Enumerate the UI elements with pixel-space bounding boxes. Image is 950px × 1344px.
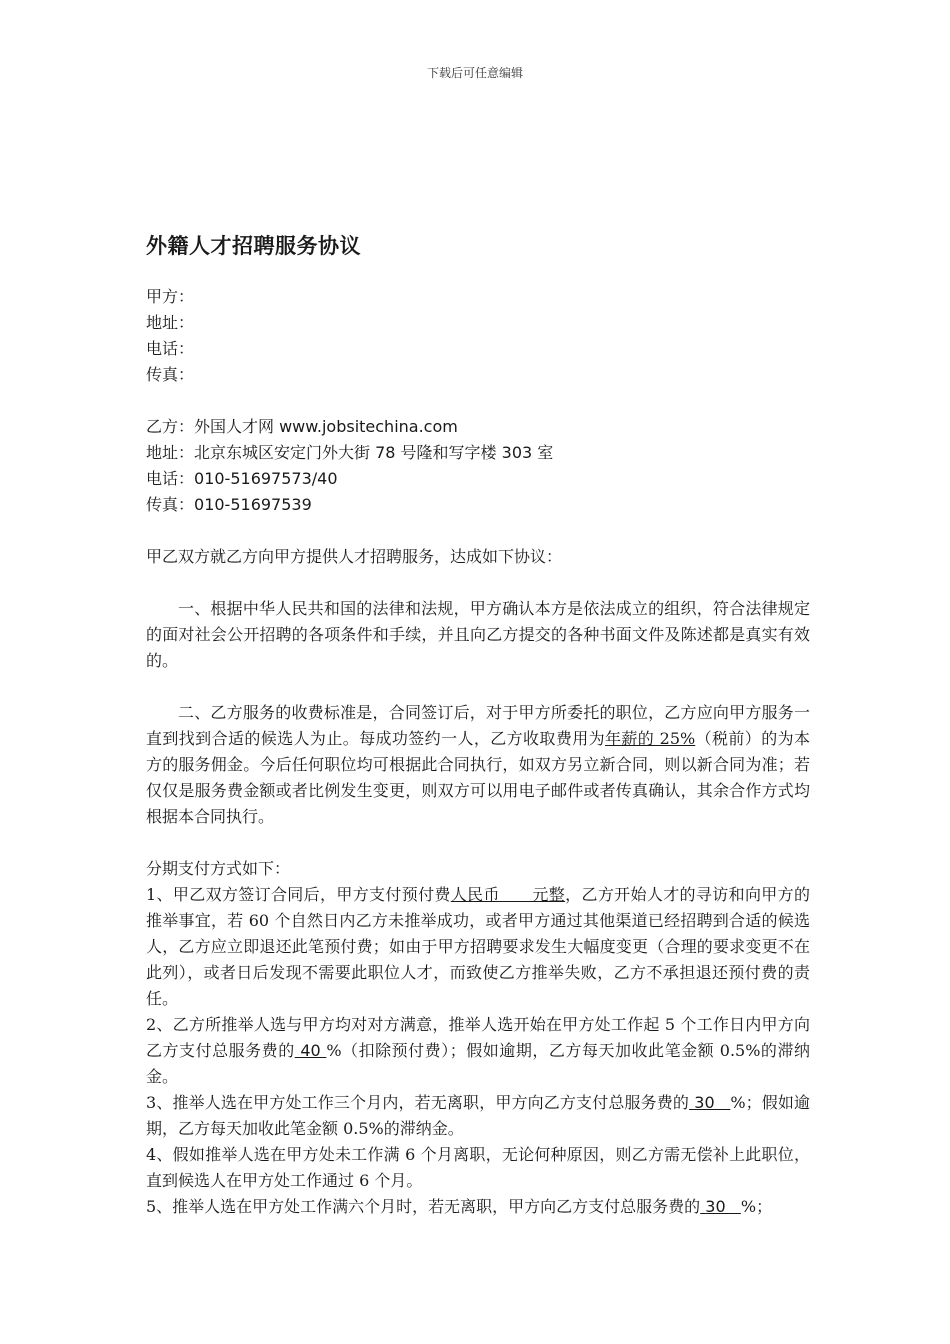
payment-item-5-percent: 30	[700, 1197, 741, 1216]
party-b-address	[146, 440, 810, 466]
party-b-name	[146, 414, 810, 440]
payment-item-2-percent: 40	[294, 1041, 327, 1060]
party-b-fax	[146, 492, 810, 518]
clause-2-part1: 二、乙方服务的收费标准是，合同签订后，对于甲方所委托的职位，乙方应向甲方服务一直到找到合适的候选人为止。每成功签约一人，乙方收取费用为	[146, 703, 810, 748]
clause-2-fee: 年薪的 25%	[605, 729, 696, 748]
payment-item-2-part1: 2、乙方所推举人选与甲方均对对方满意，推举人选开始在甲方处工作起 5 个工作日内甲方向乙方支付总服务费的	[146, 1015, 810, 1060]
party-a-fax: 传真：	[146, 365, 195, 384]
page-header: 下载后可任意编辑	[426, 66, 523, 80]
payment-item-3	[146, 1090, 810, 1142]
party-a-name: 甲方：	[146, 287, 195, 306]
payment-item-5-part2: %；	[740, 1197, 773, 1216]
intro-statement: 甲乙双方就乙方向甲方提供人才招聘服务，达成如下协议：	[146, 547, 563, 566]
party-b-phone	[146, 466, 810, 492]
payment-item-3-part1: 3、推举人选在甲方处工作三个月内，若无离职，甲方向乙方支付总服务费的	[146, 1093, 690, 1112]
payment-item-5	[146, 1194, 810, 1220]
party-b-fax-label: 传真：	[146, 495, 195, 514]
spacer	[146, 518, 810, 544]
spacer	[146, 674, 810, 700]
party-a-address: 地址：	[146, 313, 195, 332]
party-b-address-end: 室	[532, 443, 554, 462]
spacer	[146, 830, 810, 856]
party-b-phone-label: 电话：	[146, 469, 195, 488]
payment-heading: 分期支付方式如下：	[146, 859, 291, 878]
party-b-address-middle: 号隆和写字楼	[395, 443, 502, 462]
party-b-address-number: 78	[375, 443, 396, 462]
spacer	[146, 570, 810, 596]
payment-item-1-part2: ，乙方开始人才的寻访和向甲方的推举事宜，若 60 个自然日内乙方未推举成功，或者甲方通过其他渠道已经招聘到合适的候选人，乙方应立即退还此笔预付费；如由于甲方招聘要求发生大幅度变更（合理的要求变更不在此列），或者日后发现不需要此职位人才，而致使乙方推举失败，乙方不承担退还预付费的责任。	[146, 885, 810, 1008]
party-b-address-room: 303	[501, 443, 533, 462]
party-b-name-label: 乙方：外国人才网	[146, 417, 280, 436]
payment-item-2	[146, 1012, 810, 1090]
payment-item-1-amount: 人民币 元整	[450, 885, 566, 904]
party-a-phone: 电话：	[146, 339, 195, 358]
document-body	[146, 284, 810, 1220]
payment-item-4: 4、假如推举人选在甲方处未工作满 6 个月离职，无论何种原因，则乙方需无偿补上此职位，直到候选人在甲方处工作通过 6 个月。	[146, 1145, 810, 1190]
party-b-address-label: 地址：北京东城区安定门外大街	[146, 443, 376, 462]
clause-1: 一、根据中华人民共和国的法律和法规，甲方确认本方是依法成立的组织，符合法律规定的面对社会公开招聘的各项条件和手续，并且向乙方提交的各种书面文件及陈述都是真实有效的。	[146, 599, 810, 670]
payment-item-1	[146, 882, 810, 1012]
payment-item-5-part1: 5、推举人选在甲方处工作满六个月时，若无离职，甲方向乙方支付总服务费的	[146, 1197, 701, 1216]
spacer	[146, 388, 810, 414]
payment-item-3-part2: %；假如逾期，乙方每天加收此笔金额 0.5%的滞纳金。	[146, 1093, 810, 1138]
clause-2	[146, 700, 810, 830]
payment-item-3-percent: 30	[689, 1093, 731, 1112]
party-b-website: www.jobsitechina.com	[279, 417, 458, 436]
clause-2-part2: （税前）的为本方的服务佣金。今后任何职位均可根据此合同执行，如双方另立新合同，则以新合同为准；若仅仅是服务费金额或者比例发生变更，则双方可以用电子邮件或者传真确认，其余合作方式均根据本合同执行。	[146, 729, 810, 826]
payment-item-1-part1: 1、甲乙双方签订合同后，甲方支付预付费	[146, 885, 451, 904]
document-title: 外籍人才招聘服务协议	[146, 234, 361, 258]
party-b-phone-value: 010-51697573/40	[194, 469, 338, 488]
party-b-fax-value: 010-51697539	[194, 495, 312, 514]
payment-item-2-part2: %（扣除预付费）；假如逾期，乙方每天加收此笔金额 0.5%的滞纳金。	[146, 1041, 810, 1086]
